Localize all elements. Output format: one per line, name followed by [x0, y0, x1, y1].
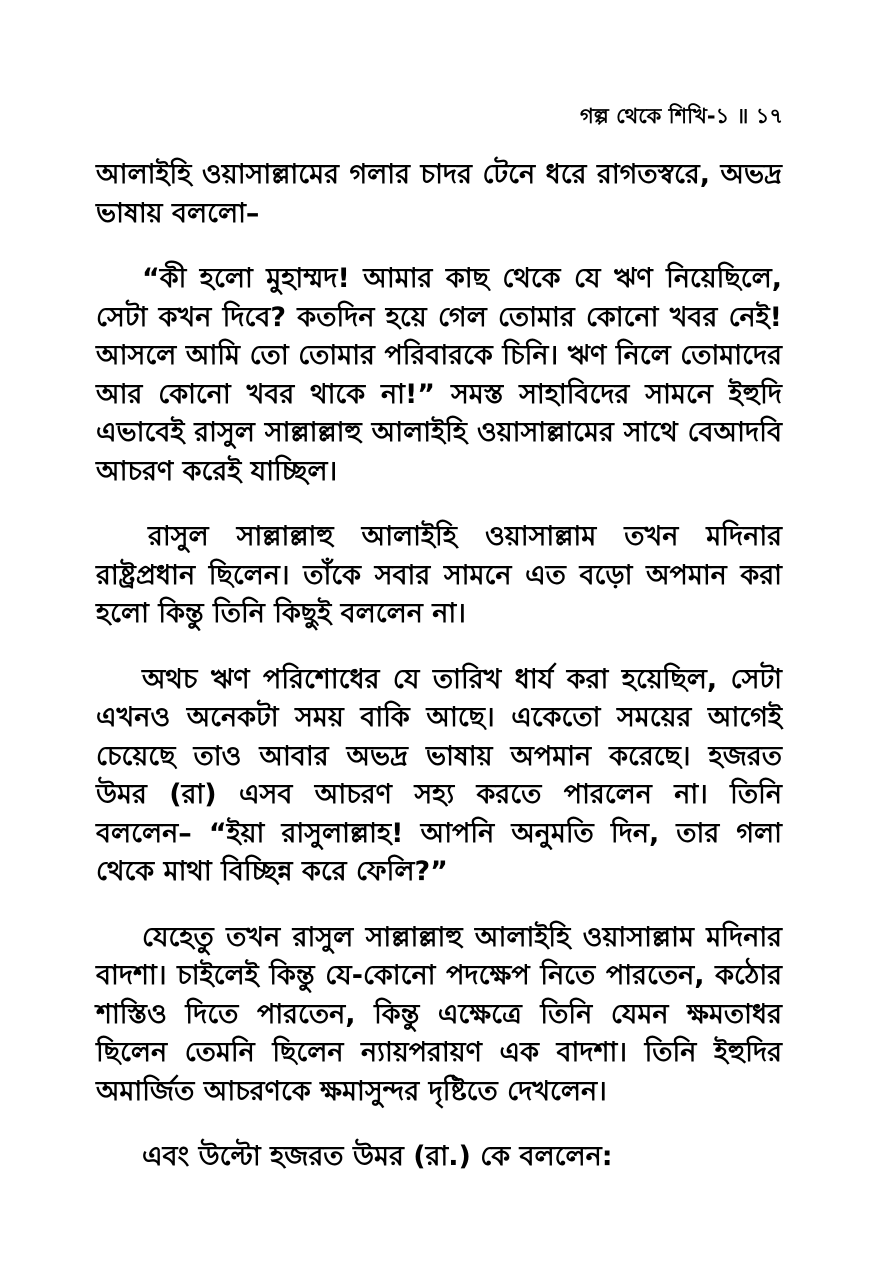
running-header: গল্প থেকে শিখি-১ ॥ ১৭	[580, 104, 783, 128]
paragraph-continuation: আলাইহি ওয়াসাল্লামের গলার চাদর টেনে ধরে রাগতস্বরে, অভদ্র ভাষায় বললো–	[96, 159, 782, 229]
paragraph-closing: এবং উল্টো হজরত উমর (রা.) কে বললেন:	[142, 1141, 613, 1172]
page-body	[96, 156, 782, 1204]
paragraph-umar-reaction: অথচ ঋণ পরিশোধের যে তারিখ ধার্য করা হয়েছিল, সেটা এখনও অনেকটা সময় বাকি আছে। একেতো সময়ের আগেই চেয়েছে তাও আবার অভদ্র ভাষায় অপমান করেছে। হজরত উমর (রা) এসব আচরণ সহ্য করতে পারলেন না। তিনি বললেন– “ইয়া রাসুলাল্লাহ! আপনি অনুমতি দিন, তার গলা থেকে মাথা বিচ্ছিন্ন করে ফেলি?”	[96, 663, 782, 887]
paragraph-forgiveness: যেহেতু তখন রাসুল সাল্লাল্লাহু আলাইহি ওয়াসাল্লাম মদিনার বাদশা। চাইলেই কিন্তু যে-কোনো পদক্ষেপ নিতে পারতেন, কঠোর শাস্তিও দিতে পারতেন, কিন্তু এক্ষেত্রে তিনি যেমন ক্ষমতাধর ছিলেন তেমনি ছিলেন ন্যায়পরায়ণ এক বাদশা। তিনি ইহুদির অমার্জিত আচরণকে ক্ষমাসুন্দর দৃষ্টিতে দেখলেন।	[96, 921, 782, 1107]
paragraph-jew-demand: “কী হলো মুহাম্মদ! আমার কাছ থেকে যে ঋণ নিয়েছিলে, সেটা কখন দিবে? কতদিন হয়ে গেল তোমার কোনো খবর নেই! আসলে আমি তো তোমার পরিবারকে চিনি। ঋণ নিলে তোমাদের আর কোনো খবর থাকে না!” সমস্ত সাহাবিদের সামনে ইহুদি এভাবেই রাসুল সাল্লাল্লাহু আলাইহি ওয়াসাল্লামের সাথে বেআদবি আচরণ করেই যাচ্ছিল।	[96, 263, 782, 487]
paragraph-prophet-silence: রাসুল সাল্লাল্লাহু আলাইহি ওয়াসাল্লাম তখন মদিনার রাষ্ট্রপ্রধান ছিলেন। তাঁকে সবার সামনে এত বড়ো অপমান করা হলো কিন্তু তিনি কিছুই বললেন না।	[96, 521, 782, 629]
